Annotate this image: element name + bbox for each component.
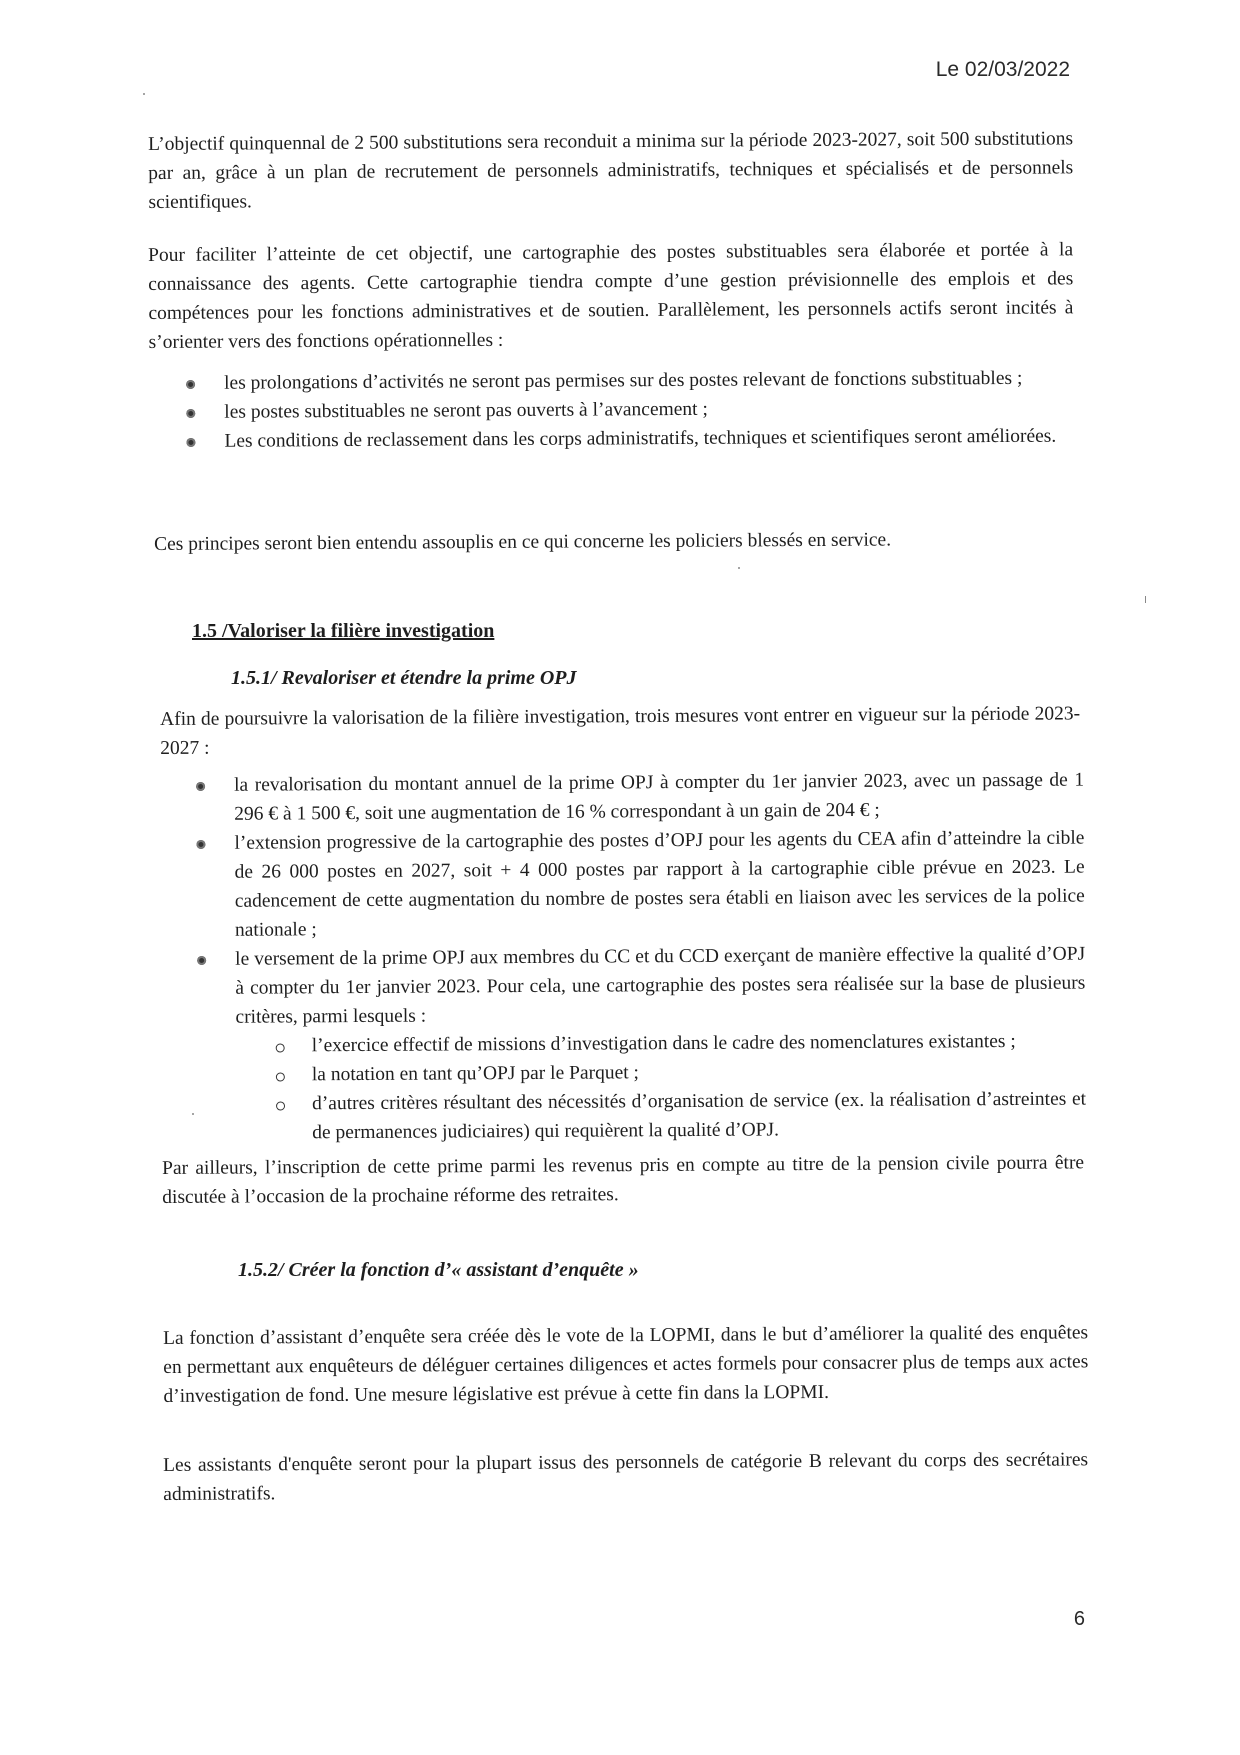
intro-paragraph-2: Pour faciliter l’atteinte de cet objectif, une cartographie des postes substituables sera élaborée et portée à la connaissance des agents. Cette cartographie tiendra compte d’une gestion prévisionnelle des emplois et des compétences pour les fonctions administratives et de soutien. Parallèlement, les personnels actifs seront incités à s’orienter vers des fonctions opérationnelles : xyxy=(148,239,1074,353)
bullet-text: les prolongations d’activités ne seront pas permises sur des postes relevant de fonctions substituables ; xyxy=(224,367,1023,394)
list-item xyxy=(196,766,1084,829)
subsection-1-outro: Par ailleurs, l’inscription de cette prime parmi les revenus pris en compte au titre de la pension civile pourra être discutée à l’occasion de la prochaine réforme des retraites. xyxy=(162,1152,1085,1208)
subsection-heading-1-5-1: 1.5.1/ Revaloriser et étendre la prime OPJ xyxy=(231,667,577,689)
bullet-text: le versement de la prime OPJ aux membres du CC et du CCD exerçant de manière effective la qualité d’OPJ à compter du 1er janvier 2023. Pour cela, une cartographie des postes sera réalisée sur la base de plusieurs critères, parmi lesquels : xyxy=(235,943,1086,1028)
subsection-2-paragraph-2: Les assistants d'enquête seront pour la plupart issus des personnels de catégorie B relevant du corps des secrétaires administratifs. xyxy=(163,1449,1089,1505)
list-item xyxy=(274,1085,1086,1148)
subsection-heading-1-5-2: 1.5.2/ Créer la fonction d’« assistant d’enquête » xyxy=(238,1259,639,1281)
bullet-icon xyxy=(197,956,206,965)
scan-speck xyxy=(1145,596,1146,603)
scan-speck xyxy=(738,567,740,569)
bullet-text: la revalorisation du montant annuel de la prime OPJ à compter du 1er janvier 2023, avec un passage de 1 296 € à 1 500 €, soit une augmentation de 16 % correspondant à un gain de 204 € ; xyxy=(234,769,1085,825)
subsection-1-intro: Afin de poursuivre la valorisation de la filière investigation, trois mesures vont entrer en vigueur sur la période 2023-2027 : xyxy=(160,703,1081,759)
sub-bullet-text: d’autres critères résultant des nécessités d’organisation de service (ex. la réalisation d’astreintes et de permanences judiciaires) qui requièrent la qualité d’OPJ. xyxy=(311,1088,1087,1144)
bullet-text: les postes substituables ne seront pas ouverts à l’avancement ; xyxy=(224,398,708,423)
bullet-icon xyxy=(196,840,205,849)
circle-bullet-icon xyxy=(276,1101,285,1110)
criteria-sub-list xyxy=(274,1027,1087,1148)
bullet-text: l’extension progressive de la cartographie des postes d’OPJ pour les agents du CEA afin d’atteindre la cible de 26 000 postes en 2027, soit + 4 000 postes par rapport à la cartographie cible prévue en 2023. Le cadencement de cette augmentation du nombre de postes sera établi en liaison avec les services de la police nationale ; xyxy=(234,827,1085,941)
intro-bullet-list xyxy=(186,364,1077,456)
circle-bullet-icon xyxy=(276,1043,285,1052)
circle-bullet-icon xyxy=(276,1072,285,1081)
sub-bullet-text: l’exercice effectif de missions d’investigation dans le cadre des nomenclatures existantes ; xyxy=(311,1030,1016,1057)
scan-speck xyxy=(143,93,145,95)
scan-speck xyxy=(192,1113,194,1115)
list-item xyxy=(197,940,1086,1148)
bullet-icon xyxy=(196,782,205,791)
intro-paragraph-1: L’objectif quinquennal de 2 500 substitutions sera reconduit a minima sur la période 2023-2027, soit 500 substitutions par an, grâce à un plan de recrutement de personnels administratifs, techniques et spécialisés et de personnels scientifiques. xyxy=(148,128,1074,213)
intro-paragraph-3: Ces principes seront bien entendu assouplis en ce qui concerne les policiers blessés en service. xyxy=(154,529,892,555)
list-item xyxy=(186,422,1076,456)
bullet-text: Les conditions de reclassement dans les corps administratifs, techniques et scientifiques seront améliorées. xyxy=(224,425,1057,452)
sub-bullet-text: la notation en tant qu’OPJ par le Parquet ; xyxy=(311,1062,640,1086)
subsection-2-paragraph-1: La fonction d’assistant d’enquête sera créée dès le vote de la LOPMI, dans le but d’améliorer la qualité des enquêtes en permettant aux enquêteurs de déléguer certaines diligences et actes formels pour consacrer plus de temps aux actes d’investigation de fond. Une mesure législative est prévue à cette fin dans la LOPMI. xyxy=(163,1322,1089,1407)
bullet-icon xyxy=(186,409,195,418)
section-heading: 1.5 /Valoriser la filière investigation xyxy=(192,620,495,642)
prime-opj-measures-list xyxy=(196,766,1086,1148)
list-item xyxy=(196,824,1085,945)
document-date: Le 02/03/2022 xyxy=(935,58,1070,81)
bullet-icon xyxy=(186,438,195,447)
bullet-icon xyxy=(186,380,195,389)
page-number: 6 xyxy=(1073,1608,1085,1630)
